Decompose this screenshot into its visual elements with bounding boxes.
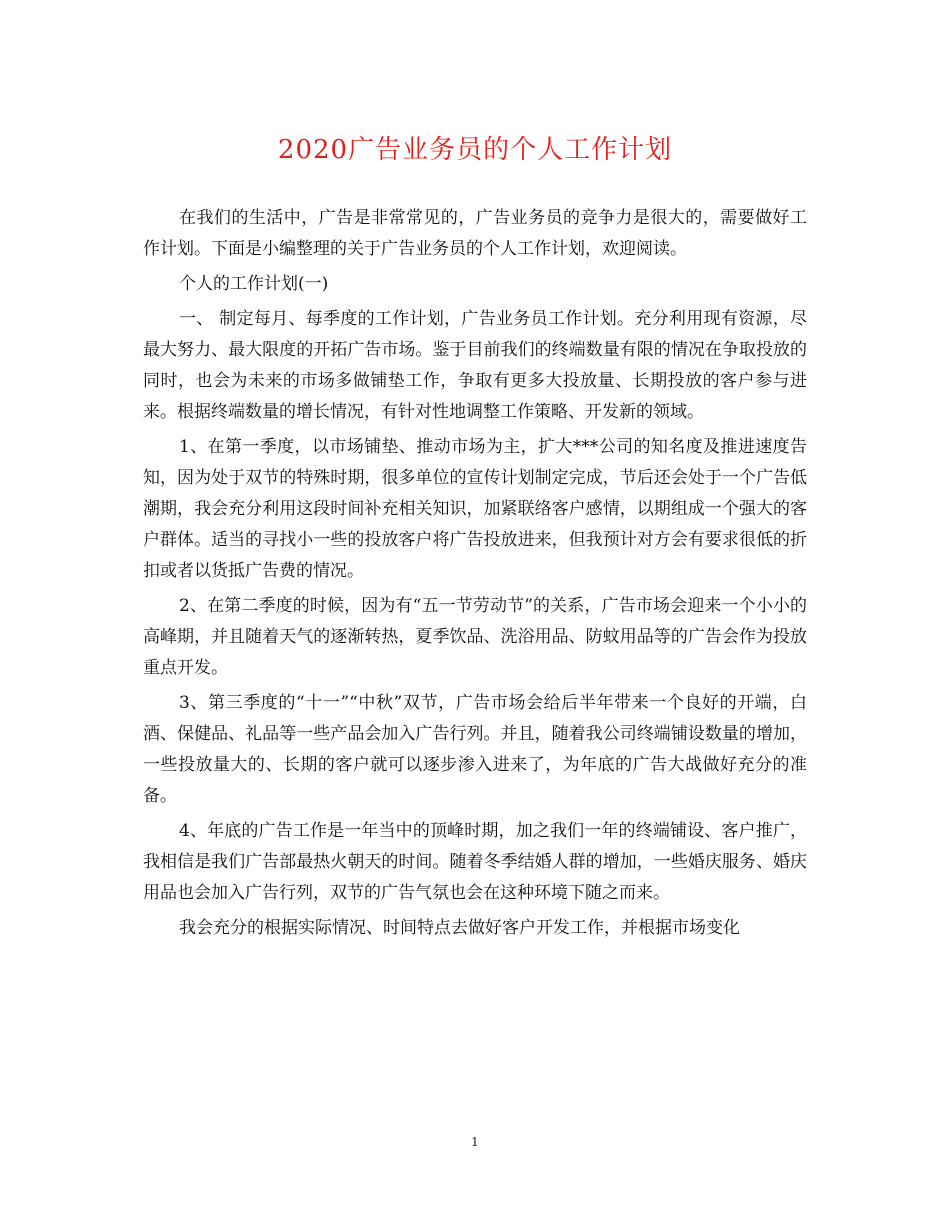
paragraph: 我会充分的根据实际情况、时间特点去做好客户开发工作，并根据市场变化 — [179, 918, 740, 938]
document-body — [143, 203, 807, 948]
paragraph: 2、在第二季度的时候，因为有“五一节劳动节”的关系，广告市场会迎来一个小小的高峰期，并且随着天气的逐渐转热，夏季饮品、洗浴用品、防蚊用品等的广告会作为投放重点开发。 — [143, 596, 807, 678]
paragraph: 一、 制定每月、每季度的工作计划，广告业务员工作计划。充分利用现有资源，尽最大努力、最大限度的开拓广告市场。鉴于目前我们的终端数量有限的情况在争取投放的同时，也会为未来的市场多做铺垫工作，争取有更多大投放量、长期投放的客户参与进来。根据终端数量的增长情况，有针对性地调整工作策略、开发新的领域。 — [143, 309, 807, 422]
document-title: 2020广告业务员的个人工作计划 — [277, 135, 673, 165]
paragraph: 3、第三季度的“十一”“中秋”双节，广告市场会给后半年带来一个良好的开端，白酒、保健品、礼品等一些产品会加入广告行列。并且，随着我公司终端铺设数量的增加，一些投放量大的、长期的客户就可以逐步渗入进来了，为年底的广告大战做好充分的准备。 — [143, 693, 807, 806]
paragraph: 1、在第一季度，以市场铺垫、推动市场为主，扩大***公司的知名度及推进速度告知，因为处于双节的特殊时期，很多单位的宣传计划制定完成，节后还会处于一个广告低潮期，我会充分利用这段时间补充相关知识，加紧联络客户感情，以期组成一个强大的客户群体。适当的寻找小一些的投放客户将广告投放进来，但我预计对方会有要求很低的折扣或者以货抵广告费的情况。 — [143, 437, 807, 581]
paragraph-intro: 在我们的生活中，广告是非常常见的，广告业务员的竞争力是很大的，需要做好工作计划。下面是小编整理的关于广告业务员的个人工作计划，欢迎阅读。 — [143, 208, 807, 259]
section-heading: 个人的工作计划(一) — [179, 274, 329, 294]
page-number: 1 — [471, 1135, 479, 1149]
paragraph: 4、年底的广告工作是一年当中的顶峰时期，加之我们一年的终端铺设、客户推广，我相信是我们广告部最热火朝天的时间。随着冬季结婚人群的增加，一些婚庆服务、婚庆用品也会加入广告行列，双节的广告气氛也会在这种环境下随之而来。 — [143, 821, 807, 903]
